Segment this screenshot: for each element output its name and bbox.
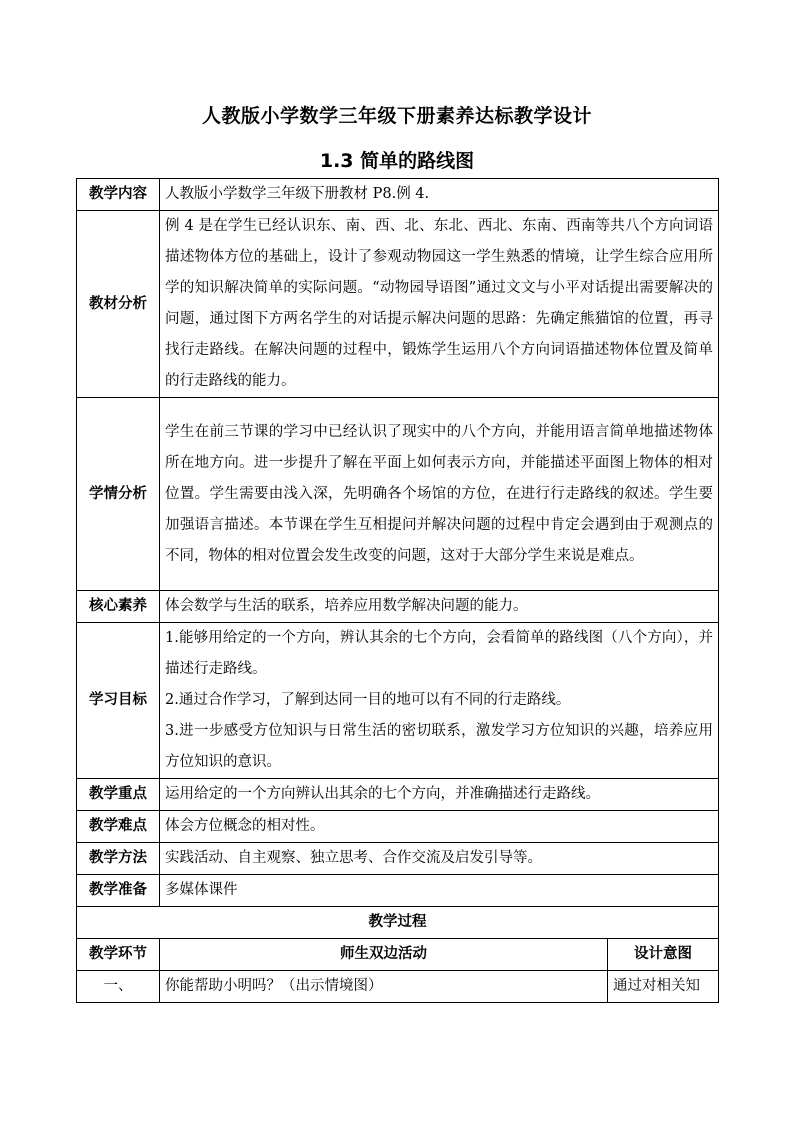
goal-item: 3.进一步感受方位知识与日常生活的密切联系，激发学习方位知识的兴趣，培养应用方位知识的意识。 bbox=[165, 723, 713, 770]
row-core-literacy bbox=[77, 591, 719, 623]
label-learning-goals: 学习目标 bbox=[77, 623, 160, 779]
row-preparation bbox=[77, 875, 719, 907]
goal-item: 1.能够用给定的一个方向，辨认其余的七个方向，会看简单的路线图（八个方向），并描述行走路线。 bbox=[165, 630, 713, 677]
lesson-plan-table bbox=[76, 178, 719, 1003]
lesson-title: 1.3 简单的路线图 bbox=[319, 150, 475, 172]
row-difficulty bbox=[77, 811, 719, 843]
column-header-intent: 设计意图 bbox=[608, 939, 719, 971]
activity-text: 你能帮助小明吗？（出示情境图） bbox=[160, 971, 608, 1003]
value-difficulty: 体会方位概念的相对性。 bbox=[160, 811, 719, 843]
label-difficulty: 教学难点 bbox=[77, 811, 160, 843]
label-core-literacy: 核心素养 bbox=[77, 591, 160, 623]
process-section-header: 教学过程 bbox=[77, 907, 719, 939]
row-learning-goals bbox=[77, 623, 719, 779]
value-teaching-content: 人教版小学数学三年级下册教材 P8.例 4. bbox=[160, 179, 719, 211]
label-student-analysis: 学情分析 bbox=[77, 398, 160, 591]
label-preparation: 教学准备 bbox=[77, 875, 160, 907]
row-student-analysis bbox=[77, 398, 719, 591]
row-methods bbox=[77, 843, 719, 875]
label-material-analysis: 教材分析 bbox=[77, 211, 160, 398]
intent-text: 通过对相关知 bbox=[608, 971, 719, 1003]
label-teaching-content: 教学内容 bbox=[77, 179, 160, 211]
row-key-points bbox=[77, 779, 719, 811]
value-methods: 实践活动、自主观察、独立思考、合作交流及启发引导等。 bbox=[160, 843, 719, 875]
stage-number: 一、 bbox=[77, 971, 160, 1003]
document-title: 人教版小学数学三年级下册素养达标教学设计 bbox=[201, 105, 592, 127]
row-material-analysis bbox=[77, 211, 719, 398]
value-preparation: 多媒体课件 bbox=[160, 875, 719, 907]
goal-item: 2.通过合作学习，了解到达同一目的地可以有不同的行走路线。 bbox=[165, 692, 571, 708]
row-process-columns bbox=[77, 939, 719, 971]
value-material-analysis: 例 4 是在学生已经认识东、南、西、北、东北、西北、东南、西南等共八个方向词语描述物体方位的基础上，设计了参观动物园这一学生熟悉的情境，让学生综合应用所学的知识解决简单的实际问题。“动物园导语图”通过文文与小平对话提出需要解决的问题，通过图下方两名学生的对话提示解决问题的思路：先确定熊猫馆的位置，再寻找行走路线。在解决问题的过程中，锻炼学生运用八个方向词语描述物体位置及简单的行走路线的能力。 bbox=[160, 211, 719, 398]
table-row bbox=[77, 971, 719, 1003]
value-key-points: 运用给定的一个方向辨认出其余的七个方向，并准确描述行走路线。 bbox=[160, 779, 719, 811]
value-learning-goals bbox=[160, 623, 719, 779]
value-student-analysis: 学生在前三节课的学习中已经认识了现实中的八个方向，并能用语言简单地描述物体所在地方向。进一步提升了解在平面上如何表示方向，并能描述平面图上物体的相对位置。学生需要由浅入深，先明确各个场馆的方位，在进行行走路线的叙述。学生要加强语言描述。本节课在学生互相提问并解决问题的过程中肯定会遇到由于观测点的不同，物体的相对位置会发生改变的问题，这对于大部分学生来说是难点。 bbox=[160, 398, 719, 591]
column-header-activities: 师生双边活动 bbox=[160, 939, 608, 971]
row-process-header bbox=[77, 907, 719, 939]
label-methods: 教学方法 bbox=[77, 843, 160, 875]
column-header-stage: 教学环节 bbox=[77, 939, 160, 971]
value-core-literacy: 体会数学与生活的联系，培养应用数学解决问题的能力。 bbox=[160, 591, 719, 623]
row-teaching-content bbox=[77, 179, 719, 211]
label-key-points: 教学重点 bbox=[77, 779, 160, 811]
